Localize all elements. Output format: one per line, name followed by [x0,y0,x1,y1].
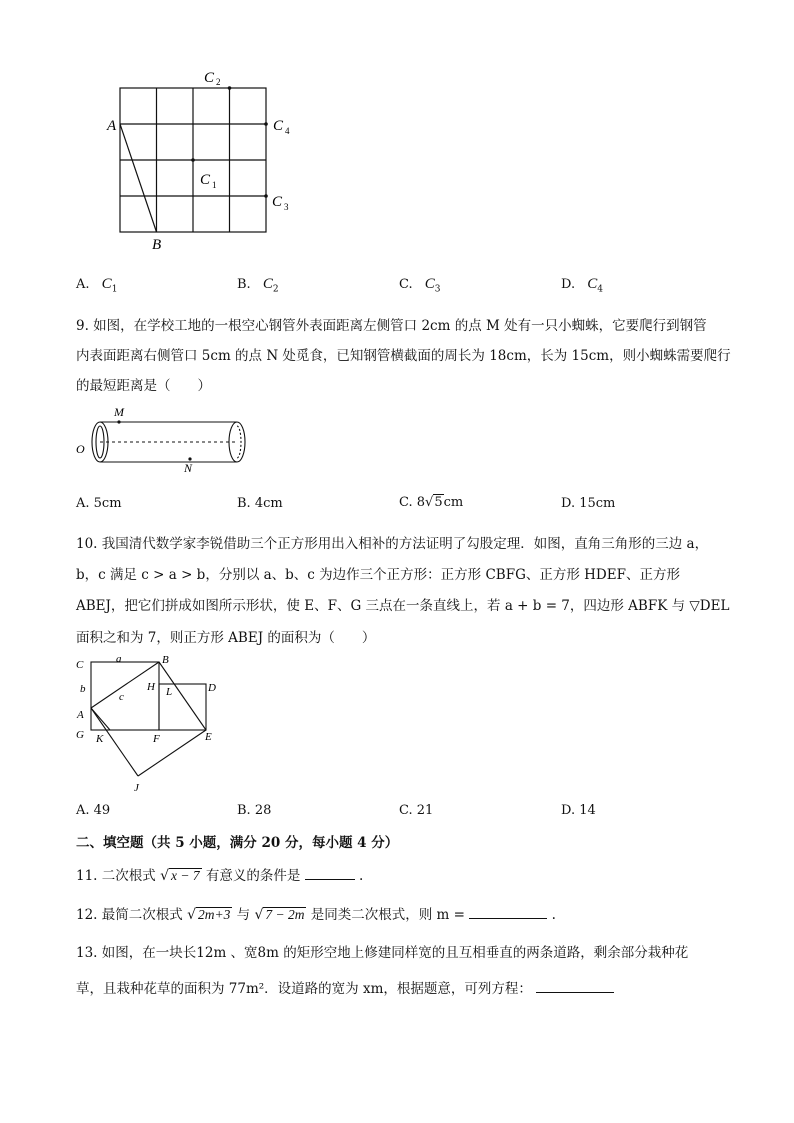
label-a: a [116,653,122,665]
q9-option-c[interactable]: C. 8√5cm [399,495,464,510]
pythagoras-figure [74,652,234,794]
pipe-figure [74,402,254,474]
label-C3-sub: 3 [284,202,289,212]
q11: 11. 二次根式 √ x − 7 有意义的条件是 . [76,868,364,884]
section-heading: 二、填空题（共 5 小题，满分 20 分，每小题 4 分） [76,835,399,851]
label-c: c [119,691,124,703]
q13-line-1: 13. 如图，在一块长12m 、宽8m 的矩形空地上修建同样宽的且互相垂直的两条道路，剩余部分栽种花 [76,945,689,961]
label-L: L [166,686,173,698]
q9-line-3: 的最短距离是（ ） [76,378,211,394]
q12-answer-blank[interactable] [469,906,547,919]
label-M: M [114,405,124,419]
q12: 12. 最简二次根式 √ 2m+3 与 √ 7 − 2m 是同类二次根式，则 m = . [76,907,556,923]
label-C4: C [273,118,284,134]
label-D: D [208,682,216,694]
label-A: A [77,709,84,721]
q9-option-b[interactable]: B. 4cm [237,496,283,511]
label-A: A [107,118,117,134]
label-F: F [153,733,160,745]
q9-line-2: 内表面距离右侧管口 5cm 的点 N 处觅食，已知钢管横截面的周长为 18cm，长为 15cm，则小蜘蛛需要爬行 [76,348,731,364]
q12-radicand-1: 2m+3 [197,907,231,922]
label-G: G [76,729,84,741]
q10-line-4: 面积之和为 7，则正方形 ABEJ 的面积为（ ） [76,630,376,646]
q8-option-b[interactable]: B. $C_2$ [237,276,279,295]
q10-option-a[interactable]: A. 49 [76,803,111,818]
q8-option-c[interactable]: C. $C_3$ [399,276,441,295]
label-J: J [134,782,139,794]
q13-line-2: 草，且栽种花草的面积为 77m²．设道路的宽为 xm，根据题意，可列方程： [76,977,614,997]
q12-radicand-2: 7 − 2m [265,907,305,922]
q13-answer-blank[interactable] [536,980,614,993]
q8-option-a[interactable]: A. $C_1$ [76,276,118,295]
q10-line-3: ABEJ，把它们拼成如图所示形状，使 E、F、G 三点在一条直线上，若 a + b = 7，四边形 ABFK 与 ▽DEL [76,598,730,614]
label-K: K [96,733,104,745]
label-C3: C [272,194,283,210]
q10-line-1: 10. 我国清代数学家李锐借助三个正方形用出入相补的方法证明了勾股定理．如图，直角三角形的三边 a， [76,536,709,552]
label-C2: C [204,70,215,86]
q11-radicand: x − 7 [170,868,200,883]
label-E: E [205,731,212,743]
q9-option-d[interactable]: D. 15cm [561,496,616,511]
q10-line-2: b，c 满足 c > a > b，分别以 a、b、c 为边作三个正方形：正方形 CBFG、正方形 HDEF、正方形 [76,567,680,583]
label-B: B [152,237,162,253]
q11-answer-blank[interactable] [305,867,355,880]
q10-option-d[interactable]: D. 14 [561,803,596,818]
label-b: b [80,683,86,695]
label-C: C [76,659,84,671]
label-C2-sub: 2 [216,77,221,87]
q8-option-d[interactable]: D. $C_4$ [561,276,603,295]
label-N: N [184,461,193,474]
q10-option-c[interactable]: C. 21 [399,803,434,818]
label-O: O [76,442,85,456]
grid-figure [100,66,300,256]
label-C1: C [200,172,211,188]
label-C4-sub: 4 [285,126,290,136]
label-C1-sub: 1 [212,180,217,190]
q9-line-1: 9. 如图，在学校工地的一根空心钢管外表面距离左侧管口 2cm 的点 M 处有一只小蜘蛛，它要爬行到钢管 [76,318,707,334]
q9-option-a[interactable]: A. 5cm [76,496,122,511]
label-H: H [147,681,155,693]
label-B: B [162,654,169,666]
q10-option-b[interactable]: B. 28 [237,803,272,818]
